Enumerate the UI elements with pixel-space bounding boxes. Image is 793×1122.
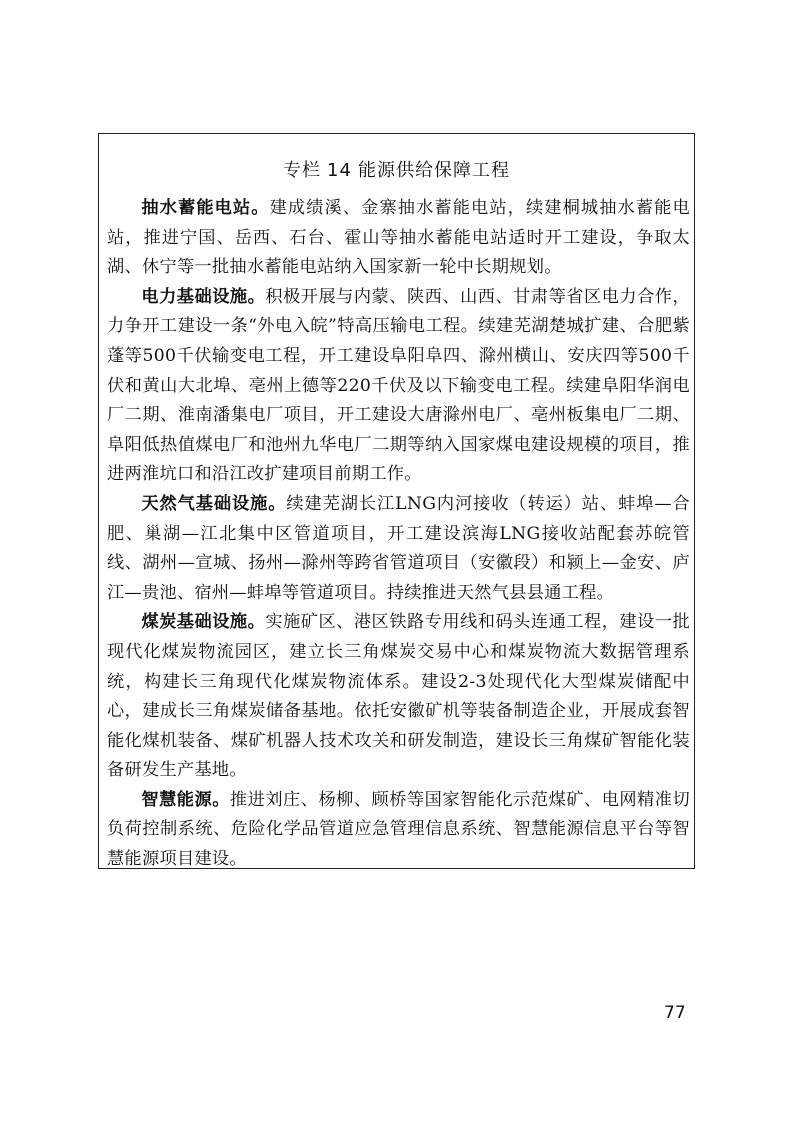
paragraph-lead: 天然气基础设施。 bbox=[141, 493, 287, 514]
paragraph-body: 积极开展与内蒙、陕西、山西、甘肃等省区电力合作，力争开工建设一条“外电入皖”特高压输电工程。续建芜湖楚城扩建、合肥紫蓬等500千伏输变电工程，开工建设阜阳阜四、滁州横山、安庆四等500千伏和黄山大北埠、亳州上德等220千伏及以下输变电工程。续建阜阳华润电厂二期、淮南潘集电厂项目，开工建设大唐滁州电厂、亳州板集电厂二期、阜阳低热值煤电厂和池州九华电厂二期等纳入国家煤电建设规模的项目，推进两淮坑口和沿江改扩建项目前期工作。 bbox=[107, 286, 691, 485]
paragraph-pumped-storage bbox=[107, 194, 690, 283]
paragraph-lead: 智慧能源。 bbox=[141, 789, 230, 810]
paragraph-body: 推进刘庄、杨柳、顾桥等国家智能化示范煤矿、电网精准切负荷控制系统、危险化学品管道应急管理信息系统、智慧能源信息平台等智慧能源项目建设。 bbox=[107, 789, 690, 870]
paragraph-lead: 煤炭基础设施。 bbox=[141, 612, 266, 633]
paragraph-body: 实施矿区、港区铁路专用线和码头连通工程，建设一批现代化煤炭物流园区，建立长三角煤炭交易中心和煤炭物流大数据管理系统，构建长三角现代化煤炭物流体系。建设2-3处现代化大型煤炭储配中心，建成长三角煤炭储备基地。依托安徽矿机等装备制造企业，开展成套智能化煤机装备、煤矿机器人技术攻关和研发制造，建设长三角煤矿智能化装备研发生产基地。 bbox=[107, 612, 691, 781]
feature-box bbox=[98, 133, 695, 869]
box-content bbox=[107, 194, 690, 875]
box-title-text: 能源供给保障工程 bbox=[357, 160, 510, 181]
paragraph-lead: 电力基础设施。 bbox=[141, 286, 266, 307]
paragraph-power-infrastructure bbox=[107, 283, 690, 490]
paragraph-smart-energy bbox=[107, 786, 690, 875]
paragraph-gas-infrastructure bbox=[107, 490, 690, 608]
page-number: 77 bbox=[664, 1003, 686, 1023]
paragraph-coal-infrastructure bbox=[107, 608, 690, 786]
paragraph-body: 建成绩溪、金寨抽水蓄能电站，续建桐城抽水蓄能电站，推进宁国、岳西、石台、霍山等抽水蓄能电站适时开工建设，争取太湖、休宁等一批抽水蓄能电站纳入国家新一轮中长期规划。 bbox=[107, 198, 690, 278]
paragraph-body: 续建芜湖长江LNG内河接收（转运）站、蚌埠—合肥、巢湖—江北集中区管道项目，开工建设滨海LNG接收站配套苏皖管线、湖州—宣城、扬州—滁州等跨省管道项目（安徽段）和颍上—金安、庐江—贵池、宿州—蚌埠等管道项目。持续推进天然气县县通工程。 bbox=[107, 493, 690, 603]
box-title-prefix: 专栏 bbox=[283, 160, 322, 181]
paragraph-lead: 抽水蓄能电站。 bbox=[141, 198, 270, 218]
box-title-number: 14 bbox=[327, 160, 352, 181]
box-title bbox=[99, 156, 694, 182]
